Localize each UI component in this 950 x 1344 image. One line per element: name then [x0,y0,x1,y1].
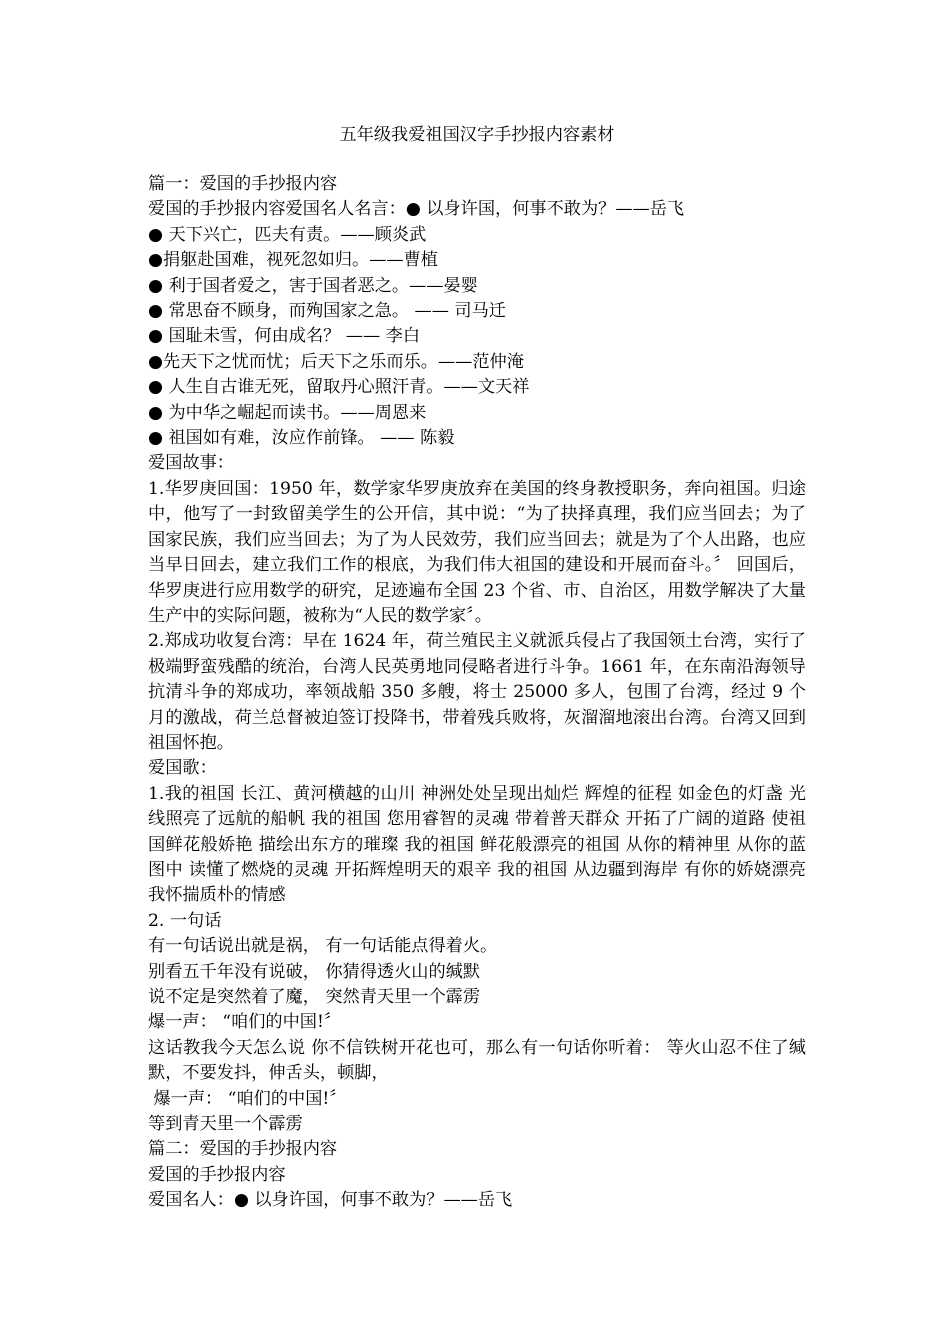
poem-line: 说不定是突然着了魔， 突然青天里一个霹雳 [148,987,481,1007]
story-zheng-chenggong: 2.郑成功收复台湾：早在 1624 年，荷兰殖民主义就派兵侵占了我国领土台湾，实行了极端野蛮残酷的统治，台湾人民英勇地同侵略者进行斗争。1661 年，在东南沿海领导抗清斗争的郑成功，率领战船 350 多艘，将士 25000 多人，包围了台湾，经过 9 个月的激战，荷兰总督被迫签订投降书，带着残兵败将，灰溜溜地滚出台湾。台湾又回到祖国怀抱。 [148,631,806,753]
quote-line: ● 利于国者爱之，害于国者恶之。——晏婴 [148,275,478,296]
section-heading-part-1: 篇一：爱国的手抄报内容 [148,174,338,194]
quote-intro-line: 爱国名人：● 以身许国，何事不敢为？——岳飞 [148,1190,513,1211]
poem-line: 爆一声： “咱们的中国!〞 [148,1088,347,1109]
document-title: 五年级我爱祖国汉字手抄报内容素材 [339,125,615,145]
quote-line: ● 国耻未雪，何由成名？ —— 李白 [148,326,421,347]
song-my-motherland: 1.我的祖国 长江、黄河横越的山川 神洲处处呈现出灿烂 辉煌的征程 如金色的灯盏 光线照亮了远航的船帆 我的祖国 您用睿智的灵魂 带着普天群众 开拓了广阔的道路 使祖国鲜花般娇艳 描绘出东方的璀璨 我的祖国 鲜花般漂亮的祖国 从你的精神里 从你的蓝图中 读懂了燃烧的灵魂 开拓辉煌明天的艰辛 我的祖国 从边疆到海岸 有你的娇娆漂亮 我怀揣质朴的情感 [148,783,806,906]
quote-line: ● 人生自古谁无死，留取丹心照汗青。——文天祥 [148,377,530,398]
poem-line: 有一句话说出就是祸， 有一句话能点得着火。 [148,936,498,957]
quote-line: ● 为中华之崛起而读书。——周恩来 [148,402,427,423]
songs-heading: 爱国歌： [148,758,217,779]
poem-line: 等到青天里一个霹雳 [148,1114,303,1135]
quote-line: ● 祖国如有难，汝应作前锋。 —— 陈毅 [148,428,455,449]
section-subheading: 爱国的手抄报内容 [148,1164,286,1185]
poem-line: 爆一声： “咱们的中国!〞 [148,1012,342,1033]
quote-line: ●先天下之忧而忧；后天下之乐而乐。——范仲淹 [148,351,524,372]
quote-line: ● 常思奋不顾身，而殉国家之急。 —— 司马迁 [148,301,506,322]
poem-title: 2. 一句话 [148,910,222,931]
stories-heading: 爱国故事： [148,453,234,474]
quote-line: ● 天下兴亡，匹夫有责。——顾炎武 [148,224,427,245]
section-heading-part-2: 篇二：爱国的手抄报内容 [148,1139,338,1160]
poem-paragraph: 这话教我今天怎么说 你不信铁树开花也可，那么有一句话你听着： 等火山忍不住了缄默，不要发抖，伸舌头，顿脚， [148,1037,806,1084]
document-page [148,122,806,1214]
story-hua-luogeng: 1.华罗庚回国：1950 年，数学家华罗庚放弃在美国的终身教授职务，奔向祖国。归途中，他写了一封致留美学生的公开信，其中说：“为了抉择真理，我们应当回去；为了国家民族，我们应当回去；为了为人民效劳，我们应当回去；就是为了个人出路，也应当早日回去，建立我们工作的根底，为我们伟大祖国的建设和开展而奋斗。〞 回国后，华罗庚进行应用数学的研究，足迹遍布全国 23 个省、市、自治区，用数学解决了大量生产中的实际问题，被称为“人民的数学家〞。 [148,478,806,626]
poem-line: 别看五千年没有说破， 你猜得透火山的缄默 [148,961,481,982]
quote-line: ●捐躯赴国难，视死忽如归。——曹植 [148,250,438,271]
quote-intro-line: 爱国的手抄报内容爱国名人名言：● 以身许国，何事不敢为？——岳飞 [148,199,685,220]
